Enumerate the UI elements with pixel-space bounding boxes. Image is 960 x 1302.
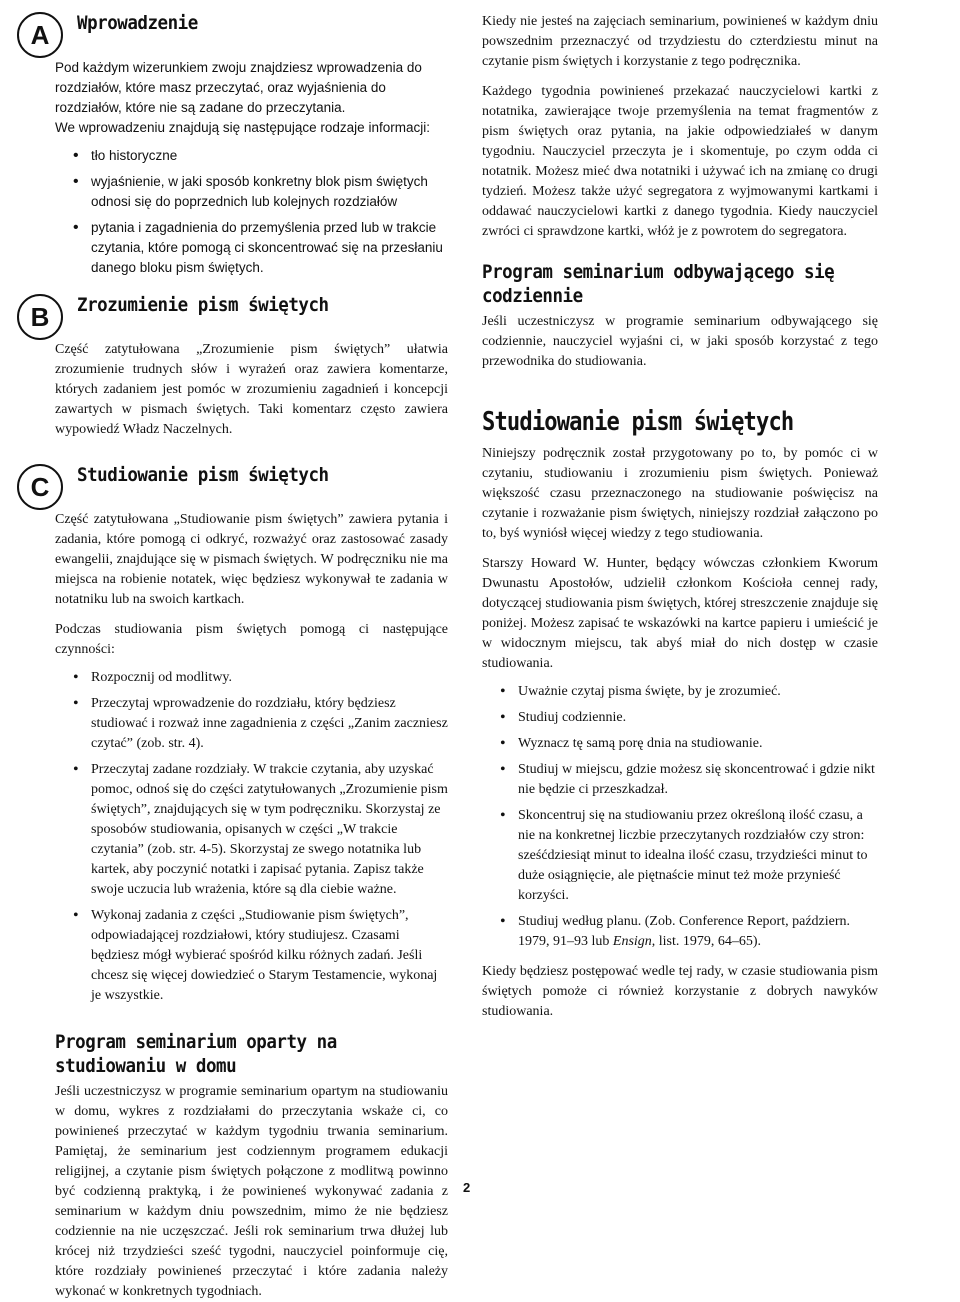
list-item: • Rozpocznij od modlitwy. (91, 668, 448, 688)
daily-program-text: Jeśli uczestniczysz w programie seminarium odbywającego się codziennie, nauczyciel wyjaśni ci, w jaki sposób korzystać z tego przewodnika do studiowania. (482, 314, 878, 369)
section-a-header (17, 12, 448, 58)
left-column (30, 12, 448, 1302)
studying-para-1: Niniejszy podręcznik został przygotowany po to, by pomóc ci w czytaniu, studiowaniu i zrozumieniu pism świętych. Ponieważ większość czasu przeznaczonego na studiowanie poświęcisz na czytanie i rozważanie pism świętych, niniejszy rozdział załączono po to, byś wyniósł więcej wiedzy z tego studiowania. (482, 446, 878, 541)
section-c-list (55, 668, 448, 1006)
studying-section (482, 406, 878, 1022)
section-b (30, 294, 448, 440)
list-item: • Wykonaj zadania z części „Studiowanie pism świętych”, odpowiadającej rozdziałowi, który studiujesz. Czasami będziesz mógł wybierać spośród kilku różnych zadań. Jeśli chcesz się więcej dowiedzieć o Starym Testamencie, wykonaj je wszystkie. (91, 906, 448, 1006)
list-item: • Uważnie czytaj pisma święte, by je zrozumieć. (518, 682, 878, 702)
page-number: 2 (463, 1180, 471, 1195)
studying-para-3: Kiedy będziesz postępować wedle tej rady, w czasie studiowania pism świętych pomoże ci również korzystanie z dobrych nawyków studiowania. (482, 964, 878, 1019)
section-a-intro: We wprowadzeniu znajdują się następujące rodzaje informacji: (55, 120, 430, 135)
list-item-text: Studiuj według planu. (Zob. Conference Report, październ. 1979, 91–93 lub (518, 914, 851, 949)
home-study-text: Jeśli uczestniczysz w programie seminarium opartym na studiowaniu w domu, wykres z rozdziałami do przeczytania wskaże ci, co powinieneś przeczytać w każdym tygodniu trwania seminarium. Pamiętaj, że seminarium jest codziennym programem edukacji religijnej, a czytanie pism świętych połączone z modlitwą powinno być codzienną praktyką, i że powinieneś wykonywać zadania z seminarium w każdym dniu powszednim, mimo że nie będziesz codziennie na nie uczęszczać. Jeśli rok seminarium trwa dłużej lub krócej niż trzydzieści sześć tygodni, nauczyciel poinformuje cię, które rozdziały powinieneś przeczytać i które zadania należy wykonać w konkretnych tygodniach. (55, 1084, 448, 1299)
list-item: • tło historyczne (91, 146, 448, 166)
section-c-intro: Podczas studiowania pism świętych pomogą ci następujące czynności: (55, 622, 448, 657)
list-item: • Skoncentruj się na studiowaniu przez określoną ilość czasu, a nie na konkretnej liczbie przeczytanych rozdziałów czy stron: sześćdziesiąt minut to idealna ilość czasu, trzydzieści minut to duże osiągnięcie, ale piętnaście minut też może przynieść korzyści. (518, 806, 878, 906)
home-study-title: Program seminarium oparty na studiowaniu w domu (55, 1031, 337, 1077)
section-c (30, 464, 448, 1006)
section-c-letter-icon: C (17, 464, 63, 510)
list-item: • pytania i zagadnienia do przemyślenia przed lub w trakcie czytania, które pomogą ci skoncentrować się na przesłaniu danego bloku pism świętych. (91, 218, 448, 278)
home-study-section (55, 1030, 448, 1302)
list-item: • Wyznacz tę samą porę dnia na studiowanie. (518, 734, 878, 754)
list-item-text: , list. 1979, 64–65). (651, 934, 762, 949)
studying-list (482, 682, 878, 952)
right-para-1: Kiedy nie jesteś na zajęciach seminarium, powinieneś w każdym dniu powszednim przeznaczyć od trzydziestu do czterdziestu minut na czytanie pism świętych i korzystanie z tego podręcznika. (482, 14, 878, 69)
section-a-lead: Pod każdym wizerunkiem zwoju znajdziesz wprowadzenia do rozdziałów, które masz przeczytać, oraz wyjaśnienia do rozdziałów, które nie są zadane do przeczytania. (55, 60, 422, 115)
studying-para-2: Starszy Howard W. Hunter, będący wówczas członkiem Kworum Dwunastu Apostołów, udzielił członkom Kościoła cennej rady, dotyczącej studiowania pism świętych, której streszczenie znajduje się poniżej. Możesz zapisać te wskazówki na kartce papieru i umieścić je w widocznym miejscu, tak abyś miał do nich dostęp w czasie studiowania. (482, 556, 878, 671)
section-b-text: Część zatytułowana „Zrozumienie pism świętych” ułatwia zrozumienie trudnych słów i wyrażeń oraz zawiera komentarze, których zadaniem jest pomóc w zrozumieniu zagadnień i koncepcji zawartych w pismach świętych. Taki komentarz często zawiera wypowiedź Władz Naczelnych. (55, 342, 448, 437)
list-item: • Przeczytaj wprowadzenie do rozdziału, który będziesz studiować i rozważ inne zagadnienia z części „Zanim zaczniesz czytać” (zob. str. 4). (91, 694, 448, 754)
list-item: • wyjaśnienie, w jaki sposób konkretny blok pism świętych odnosi się do poprzednich lub kolejnych rozdziałów (91, 172, 448, 212)
list-item: • Studiuj w miejscu, gdzie możesz się skoncentrować i gdzie nikt nie będzie ci przeszkadzał. (518, 760, 878, 800)
section-c-text: Część zatytułowana „Studiowanie pism świętych” zawiera pytania i zadania, które pomogą ci odkryć, rozważyć oraz zastosować zasady ewangelii, znajdujące się w pismach świętych. W podręczniku nie ma miejsca na robienie notatek, więc będziesz wykonywał te zadania w notatniku lub na swoich kartkach. (55, 512, 448, 607)
right-para-2: Każdego tygodnia powinieneś przekazać nauczycielowi kartki z notatnika, zawierające twoje przemyślenia na temat fragmentów z pism świętych oraz pytania, na jakie odpowiedziałeś w danym tygodniu. Nauczyciel przeczyta je i skomentuje, po czym odda ci notatnik. Możesz mieć dwa notatniki i używać ich na zmianę co drugi tydzień. Możesz także użyć segregatora z wyjmowanymi kartkami i oddawać nauczycielowi kartki z danego tygodnia. Kiedy nauczyciel zwróci ci sprawdzone kartki, włóż je z powrotem do segregatora. (482, 84, 878, 239)
daily-program-section (482, 260, 878, 372)
section-b-letter-icon: B (17, 294, 63, 340)
list-item: • Przeczytaj zadane rozdziały. W trakcie czytania, aby uzyskać pomoc, odnoś się do części zatytułowanych „Zrozumienie pism świętych”, znajdujących się w tym podręczniku. Skorzystaj ze sposobów studiowania, opisanych w części „W trakcie czytania” (zob. str. 4-5). Skorzystaj ze swego notatnika lub kartek, aby poczynić notatki i zapisać pytania. Zapisz także swoje uczucia lub wrażenia, które są dla ciebie ważne. (91, 760, 448, 900)
studying-title: Studiowanie pism świętych (482, 407, 794, 437)
list-item: • Studiuj codziennie. (518, 708, 878, 728)
section-c-title: Studiowanie pism świętych (77, 464, 329, 486)
section-b-header (17, 294, 448, 340)
section-a-letter-icon: A (17, 12, 63, 58)
section-a-list (55, 146, 448, 278)
section-a (30, 12, 448, 278)
list-item (518, 912, 878, 952)
section-b-title: Zrozumienie pism świętych (77, 294, 329, 316)
daily-program-title: Program seminarium odbywającego się codziennie (482, 261, 835, 307)
section-c-header (17, 464, 448, 510)
section-a-title: Wprowadzenie (77, 12, 198, 34)
right-column (482, 12, 878, 1022)
ensign-title: Ensign (612, 934, 652, 949)
